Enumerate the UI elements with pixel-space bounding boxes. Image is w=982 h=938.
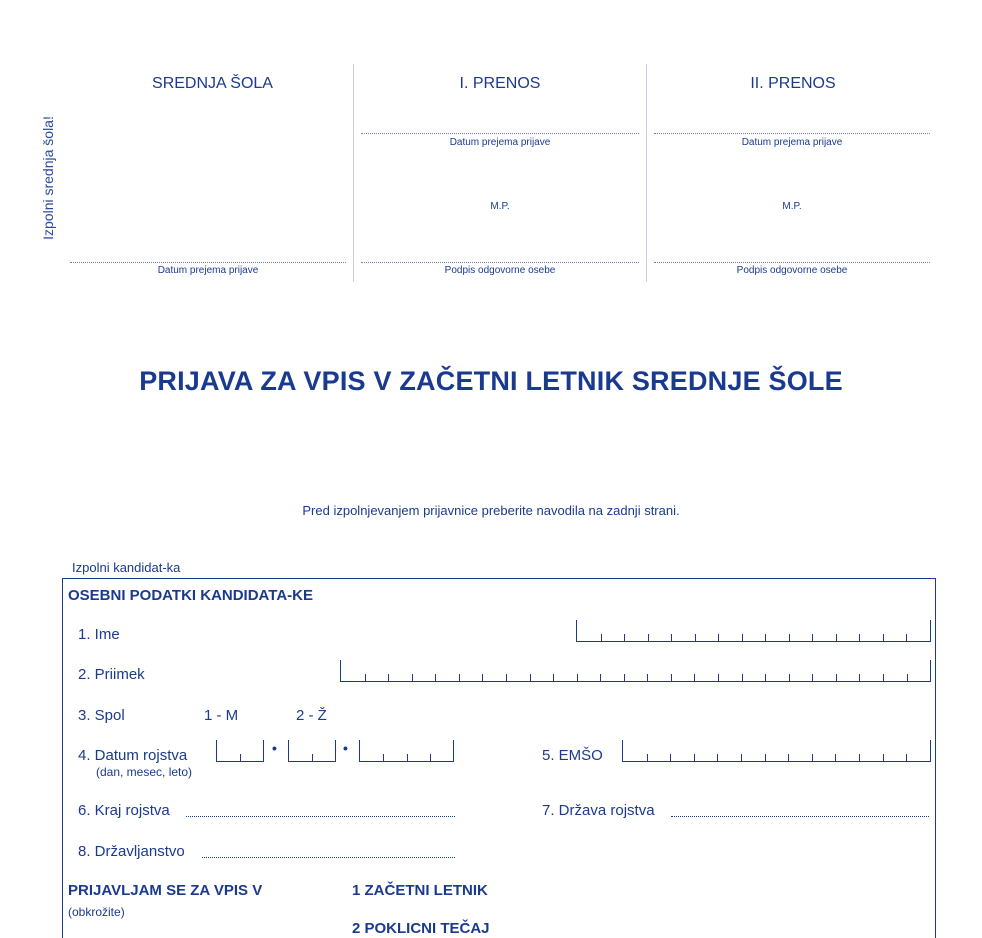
birth-country-label: 7. Država rojstva [542, 802, 655, 819]
char-cell[interactable] [742, 660, 766, 681]
first-name-label: 1. Ime [78, 626, 120, 643]
char-cell[interactable] [694, 660, 718, 681]
char-cell[interactable] [648, 620, 672, 641]
char-cell[interactable] [788, 740, 812, 761]
char-cell[interactable] [312, 740, 335, 761]
page-title: PRIJAVA ZA VPIS V ZAČETNI LETNIK SREDNJE ŠOLE [139, 366, 843, 396]
char-cell[interactable] [906, 740, 930, 761]
date-separator: • [272, 740, 277, 756]
second-transfer-date-label: Datum prejema prijave [741, 137, 843, 148]
char-cell[interactable] [577, 620, 601, 641]
char-cell[interactable] [600, 660, 624, 681]
char-cell[interactable] [859, 620, 883, 641]
char-cell[interactable] [647, 660, 671, 681]
char-cell[interactable] [765, 620, 789, 641]
school-date-label: Datum prejema prijave [157, 265, 259, 276]
char-cell[interactable] [459, 660, 483, 681]
char-cell[interactable] [718, 620, 742, 641]
char-cell[interactable] [217, 740, 240, 761]
char-cell[interactable] [883, 740, 907, 761]
char-cell[interactable] [670, 740, 694, 761]
birth-date-label: 4. Datum rojstva [78, 747, 188, 764]
char-cell[interactable] [883, 660, 907, 681]
char-cell[interactable] [718, 660, 742, 681]
char-cell[interactable] [647, 740, 671, 761]
section-enrol-hint: (obkrožite) [68, 905, 125, 919]
char-cell[interactable] [835, 740, 859, 761]
citizenship-label: 8. Državljanstvo [78, 843, 185, 860]
char-cell[interactable] [624, 660, 648, 681]
fill-note: Izpolni kandidat-ka [72, 560, 181, 575]
last-name-label: 2. Priimek [78, 666, 145, 683]
char-cell[interactable] [742, 620, 766, 641]
char-cell[interactable] [289, 740, 312, 761]
birth-month-input[interactable] [288, 740, 336, 762]
char-cell[interactable] [789, 660, 813, 681]
birth-year-input[interactable] [359, 740, 454, 762]
char-cell[interactable] [553, 660, 577, 681]
first-transfer-sign-line[interactable] [361, 262, 639, 263]
first-transfer-stamp-label: M.P. [490, 201, 510, 212]
first-transfer-date-label: Datum prejema prijave [449, 137, 551, 148]
char-cell[interactable] [482, 660, 506, 681]
birth-day-input[interactable] [216, 740, 264, 762]
char-cell[interactable] [812, 660, 836, 681]
char-cell[interactable] [365, 660, 389, 681]
char-cell[interactable] [435, 660, 459, 681]
birth-place-input[interactable] [186, 816, 455, 817]
side-label-text: Izpolni srednja šola! [40, 115, 56, 240]
column-divider [646, 64, 647, 282]
char-cell[interactable] [671, 660, 695, 681]
first-name-input[interactable] [576, 620, 931, 642]
char-cell[interactable] [624, 620, 648, 641]
school-date-line[interactable] [70, 262, 346, 263]
char-cell[interactable] [695, 620, 719, 641]
birth-place-label: 6. Kraj rojstva [78, 802, 170, 819]
citizenship-input[interactable] [202, 857, 455, 858]
column-divider [353, 64, 354, 282]
char-cell[interactable] [577, 660, 601, 681]
second-transfer-sign-line[interactable] [654, 262, 930, 263]
char-cell[interactable] [883, 620, 907, 641]
char-cell[interactable] [789, 620, 813, 641]
school-column-title: SREDNJA ŠOLA [152, 75, 273, 92]
char-cell[interactable] [412, 660, 436, 681]
char-cell[interactable] [623, 740, 647, 761]
char-cell[interactable] [360, 740, 383, 761]
second-transfer-date-line[interactable] [654, 133, 930, 134]
section-enrol-title: PRIJAVLJAM SE ZA VPIS V [68, 882, 263, 899]
char-cell[interactable] [906, 620, 930, 641]
char-cell[interactable] [694, 740, 718, 761]
char-cell[interactable] [836, 620, 860, 641]
char-cell[interactable] [671, 620, 695, 641]
enrol-option-first-year[interactable]: 1 ZAČETNI LETNIK [352, 882, 488, 899]
section-personal-title: OSEBNI PODATKI KANDIDATA-KE [68, 587, 313, 604]
char-cell[interactable] [836, 660, 860, 681]
char-cell[interactable] [601, 620, 625, 641]
last-name-input[interactable] [340, 660, 931, 682]
emso-input[interactable] [622, 740, 931, 762]
char-cell[interactable] [765, 660, 789, 681]
char-cell[interactable] [907, 660, 931, 681]
char-cell[interactable] [859, 660, 883, 681]
first-transfer-sign-label: Podpis odgovorne osebe [444, 265, 556, 276]
char-cell[interactable] [430, 740, 453, 761]
char-cell[interactable] [506, 660, 530, 681]
char-cell[interactable] [388, 660, 412, 681]
birth-country-input[interactable] [671, 816, 929, 817]
char-cell[interactable] [859, 740, 883, 761]
emso-label: 5. EMŠO [542, 747, 603, 764]
char-cell[interactable] [717, 740, 741, 761]
char-cell[interactable] [812, 620, 836, 641]
char-cell[interactable] [530, 660, 554, 681]
side-label [28, 100, 68, 255]
char-cell[interactable] [765, 740, 789, 761]
first-transfer-date-line[interactable] [361, 133, 639, 134]
second-transfer-stamp-label: M.P. [782, 201, 802, 212]
first-transfer-title: I. PRENOS [459, 75, 541, 92]
second-transfer-sign-label: Podpis odgovorne osebe [736, 265, 848, 276]
gender-option-female[interactable]: 2 - Ž [296, 707, 327, 724]
char-cell[interactable] [240, 740, 263, 761]
char-cell[interactable] [812, 740, 836, 761]
char-cell[interactable] [407, 740, 430, 761]
instructions-text: Pred izpolnjevanjem prijavnice preberite navodila na zadnji strani. [302, 503, 680, 518]
gender-option-male[interactable]: 1 - M [204, 707, 239, 724]
birth-date-hint: (dan, mesec, leto) [96, 765, 193, 779]
enrol-option-vocational-course[interactable]: 2 POKLICNI TEČAJ [352, 920, 490, 937]
date-separator: • [343, 740, 348, 756]
char-cell[interactable] [341, 660, 365, 681]
char-cell[interactable] [383, 740, 406, 761]
gender-label: 3. Spol [78, 707, 125, 724]
second-transfer-title: II. PRENOS [750, 75, 836, 92]
char-cell[interactable] [741, 740, 765, 761]
